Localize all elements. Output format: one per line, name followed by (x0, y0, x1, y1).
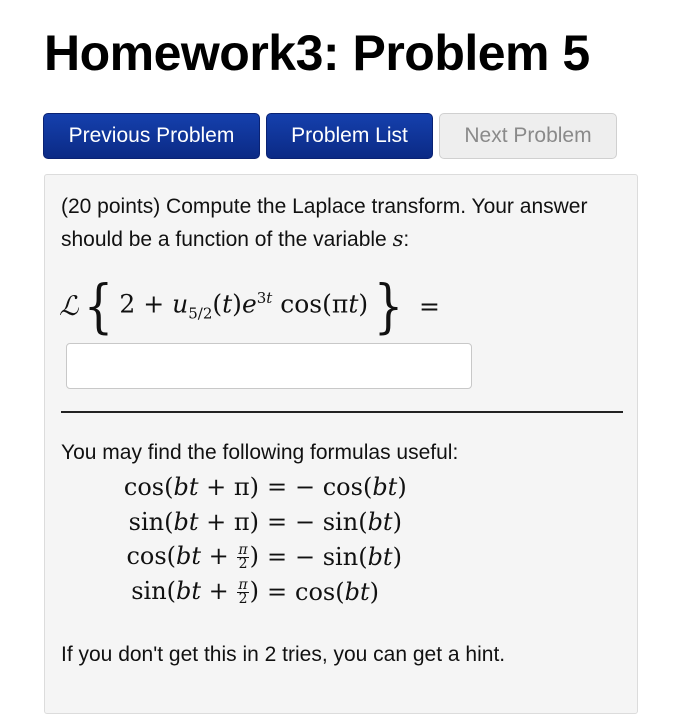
problem-panel (44, 174, 638, 714)
laplace-expression: ℒ { $2 + u_{5/2}(t)e^{3t}$ cos(πt) } = (59, 272, 440, 340)
previous-problem-button[interactable]: Previous Problem (43, 113, 260, 159)
problem-list-button[interactable]: Problem List (266, 113, 433, 159)
answer-input[interactable] (66, 343, 472, 389)
formula-row: cos(bt + $\frac{\pi}{2}$ ) = − sin(bt) (126, 542, 402, 572)
problem-statement: (20 points) Compute the Laplace transform. Your answer should be a function of the variable s: (61, 195, 588, 251)
formula-row: cos(bt + π) = − cos(bt) (123, 472, 407, 501)
divider (61, 411, 623, 413)
page-title: Homework3: Problem 5 (44, 25, 590, 81)
formula-row: sin(bt + $\frac{\pi}{2}$ ) = cos(bt) (131, 577, 379, 607)
formula-row: sin(bt + π) = − sin(bt) (128, 507, 402, 536)
variable-s: s (392, 227, 404, 251)
formula-list (121, 469, 407, 609)
formulas-intro: You may find the following formulas useful: (61, 441, 459, 464)
next-problem-button: Next Problem (439, 113, 617, 159)
hint-text: If you don't get this in 2 tries, you can get a hint. (61, 643, 506, 666)
